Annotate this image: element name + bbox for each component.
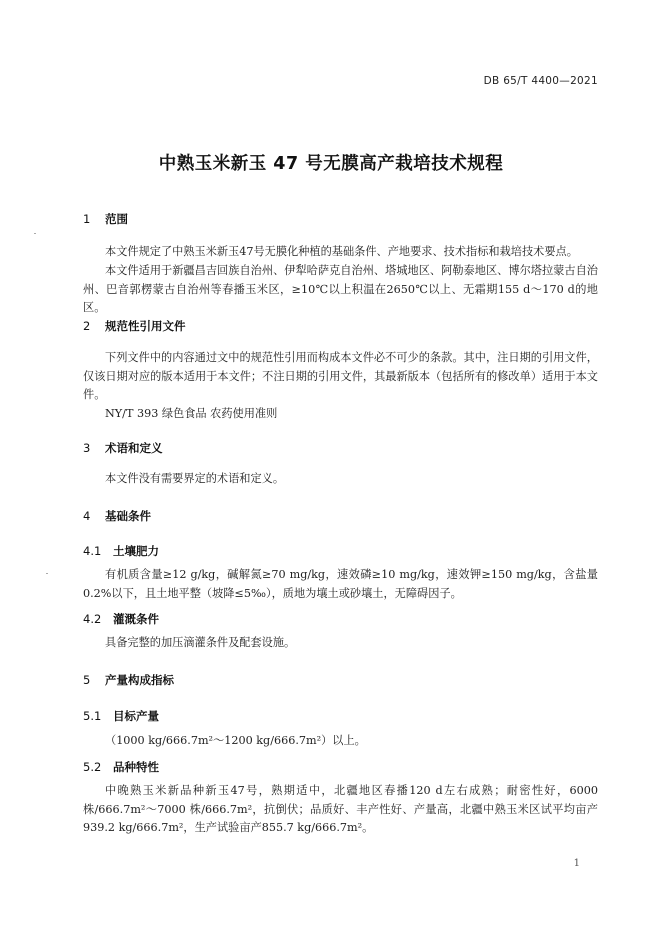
section-number: 4.1 (83, 544, 102, 558)
standard-code: DB 65/T 4400—2021 (483, 75, 598, 87)
section-number: 3 (83, 441, 91, 455)
section-number: 5.2 (83, 760, 102, 774)
section-title: 灌溉条件 (113, 612, 159, 626)
section-4-1-heading (83, 543, 159, 559)
section-1-heading (83, 211, 128, 227)
margin-mark (34, 233, 36, 234)
section-2-heading (83, 318, 186, 334)
section-number: 4 (83, 509, 91, 523)
section-5-1-paragraph: （1000 kg/666.7m²～1200 kg/666.7m²）以上。 (105, 734, 366, 747)
section-2-paragraph-1: 下列文件中的内容通过文中的规范性引用而构成本文件必不可少的条款。其中，注日期的引用文件，仅该日期对应的版本适用于本文件；不注日期的引用文件，其最新版本（包括所有的修改单）适用于本文件。 (83, 351, 598, 401)
section-title: 品种特性 (113, 760, 159, 774)
section-title: 规范性引用文件 (105, 319, 186, 333)
section-5-1-heading (83, 708, 159, 724)
margin-mark (46, 573, 48, 574)
section-3-heading (83, 440, 163, 456)
section-title: 范围 (105, 212, 128, 226)
section-5-2-heading (83, 759, 159, 775)
section-1-paragraph-2: 本文件适用于新疆昌吉回族自治州、伊犁哈萨克自治州、塔城地区、阿勒泰地区、博尔塔拉蒙古自治州、巴音郭楞蒙古自治州等春播玉米区，≥10℃以上积温在2650℃以上、无霜期155 d～170 d的地区。 (83, 264, 598, 314)
section-5-2-paragraph: 中晚熟玉米新品种新玉47号，熟期适中，北疆地区春播120 d左右成熟；耐密性好，6000株/666.7m²～7000 株/666.7m²，抗倒伏；品质好、丰产性好、产量高，北疆中熟玉米区试平均亩产939.2 kg/666.7m²，生产试验亩产855.7 kg/666.7m²。 (83, 784, 598, 834)
section-4-1-paragraph: 有机质含量≥12 g/kg，碱解氮≥70 mg/kg，速效磷≥10 mg/kg，速效钾≥150 mg/kg，含盐量0.2%以下，且土地平整（坡降≤5‰），质地为壤土或砂壤土，无障碍因子。 (83, 568, 598, 600)
section-title: 产量构成指标 (105, 673, 174, 687)
section-title: 土壤肥力 (113, 544, 159, 558)
document-title: 中熟玉米新玉 47 号无膜高产栽培技术规程 (158, 154, 504, 174)
normative-reference: NY/T 393 绿色食品 农药使用准则 (105, 407, 278, 420)
section-4-heading (83, 508, 151, 524)
section-number: 2 (83, 319, 91, 333)
section-number: 1 (83, 212, 91, 226)
section-title: 基础条件 (105, 509, 151, 523)
section-1-paragraph-1: 本文件规定了中熟玉米新玉47号无膜化种植的基础条件、产地要求、技术指标和栽培技术要点。 (105, 245, 578, 258)
section-title: 术语和定义 (105, 441, 163, 455)
page-number: 1 (573, 858, 580, 869)
section-number: 4.2 (83, 612, 102, 626)
section-4-2-paragraph: 具备完整的加压滴灌条件及配套设施。 (105, 636, 296, 649)
section-number: 5 (83, 673, 91, 687)
section-4-2-heading (83, 611, 159, 627)
section-number: 5.1 (83, 709, 102, 723)
section-5-heading (83, 672, 174, 688)
section-3-paragraph-1: 本文件没有需要界定的术语和定义。 (105, 472, 285, 485)
section-title: 目标产量 (113, 709, 159, 723)
